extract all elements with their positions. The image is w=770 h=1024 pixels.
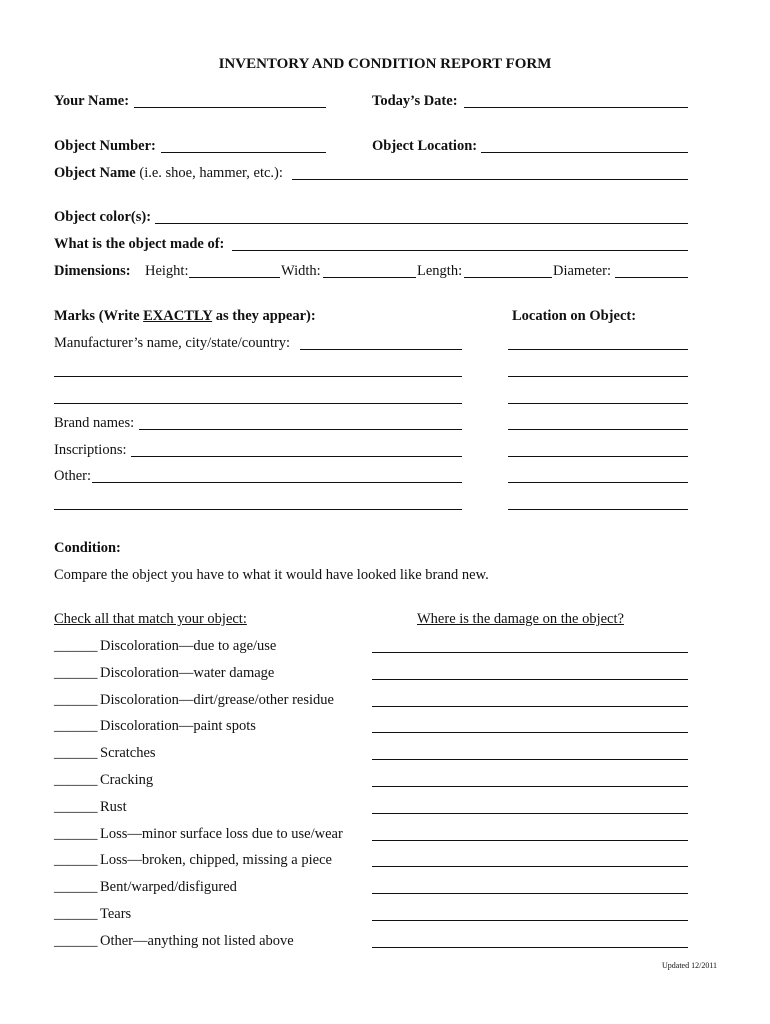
todays-date-label: Today’s Date:	[372, 93, 458, 109]
check-heading: Check all that match your object:	[54, 611, 247, 627]
todays-date-field[interactable]	[464, 107, 688, 108]
damage-location-field[interactable]	[372, 652, 688, 653]
condition-check-blank[interactable]: ______	[54, 718, 98, 734]
your-name-label: Your Name:	[54, 93, 130, 109]
diameter-label: Diameter:	[553, 263, 611, 279]
length-label: Length:	[417, 263, 463, 279]
object-number-field[interactable]	[161, 152, 326, 153]
height-label: Height:	[145, 263, 189, 279]
location-on-object-heading: Location on Object:	[512, 308, 637, 324]
marks-heading-exactly: EXACTLY	[143, 308, 213, 324]
damage-location-field[interactable]	[372, 706, 688, 707]
condition-item-label: Discoloration—paint spots	[100, 718, 256, 734]
manufacturer-field[interactable]	[300, 349, 462, 350]
condition-check-blank[interactable]: ______	[54, 745, 98, 761]
location-field[interactable]	[508, 403, 688, 404]
condition-check-blank[interactable]: ______	[54, 638, 98, 654]
brand-names-field[interactable]	[139, 429, 462, 430]
object-colors-label: Object color(s):	[54, 209, 152, 225]
condition-check-blank[interactable]: ______	[54, 826, 98, 842]
form-title: INVENTORY AND CONDITION REPORT FORM	[218, 56, 552, 72]
object-name-hint: (i.e. shoe, hammer, etc.):	[139, 165, 283, 181]
condition-check-blank[interactable]: ______	[54, 665, 98, 681]
inscriptions-label: Inscriptions:	[54, 442, 127, 458]
other-label: Other:	[54, 468, 92, 484]
condition-check-blank[interactable]: ______	[54, 852, 98, 868]
condition-item-label: Rust	[100, 799, 127, 815]
object-location-field[interactable]	[481, 152, 688, 153]
location-field[interactable]	[508, 429, 688, 430]
damage-location-field[interactable]	[372, 840, 688, 841]
updated-note: Updated 12/2011	[662, 961, 718, 970]
width-label: Width:	[281, 263, 321, 279]
condition-heading: Condition:	[54, 540, 121, 556]
object-colors-field[interactable]	[155, 223, 688, 224]
width-field[interactable]	[323, 277, 416, 278]
marks-field[interactable]	[54, 376, 462, 377]
condition-item-label: Scratches	[100, 745, 156, 761]
condition-check-blank[interactable]: ______	[54, 692, 98, 708]
where-heading: Where is the damage on the object?	[417, 611, 624, 627]
location-field[interactable]	[508, 482, 688, 483]
marks-heading-pre: Marks (Write	[54, 308, 144, 324]
damage-location-field[interactable]	[372, 813, 688, 814]
damage-location-field[interactable]	[372, 759, 688, 760]
marks-field[interactable]	[54, 403, 462, 404]
diameter-field[interactable]	[615, 277, 688, 278]
manufacturer-label: Manufacturer’s name, city/state/country:	[54, 335, 291, 351]
condition-item-label: Loss—broken, chipped, missing a piece	[100, 852, 332, 868]
condition-item-label: Loss—minor surface loss due to use/wear	[100, 826, 343, 842]
inscriptions-field[interactable]	[131, 456, 462, 457]
marks-field[interactable]	[54, 509, 462, 510]
made-of-field[interactable]	[232, 250, 688, 251]
condition-check-blank[interactable]: ______	[54, 879, 98, 895]
dimensions-label: Dimensions:	[54, 263, 131, 279]
damage-location-field[interactable]	[372, 732, 688, 733]
condition-check-blank[interactable]: ______	[54, 772, 98, 788]
damage-location-field[interactable]	[372, 786, 688, 787]
location-field[interactable]	[508, 509, 688, 510]
damage-location-field[interactable]	[372, 679, 688, 680]
object-number-label: Object Number:	[54, 138, 156, 154]
condition-instruction: Compare the object you have to what it would have looked like brand new.	[54, 567, 489, 583]
condition-item-label: Discoloration—due to age/use	[100, 638, 277, 654]
condition-item-label: Cracking	[100, 772, 154, 788]
other-field[interactable]	[92, 482, 462, 483]
location-field[interactable]	[508, 456, 688, 457]
made-of-label: What is the object made of:	[54, 236, 225, 252]
damage-location-field[interactable]	[372, 866, 688, 867]
condition-check-blank[interactable]: ______	[54, 933, 98, 949]
condition-check-blank[interactable]: ______	[54, 799, 98, 815]
damage-location-field[interactable]	[372, 920, 688, 921]
brand-names-label: Brand names:	[54, 415, 135, 431]
condition-item-label: Other—anything not listed above	[100, 933, 294, 949]
condition-check-blank[interactable]: ______	[54, 906, 98, 922]
condition-item-label: Tears	[100, 906, 132, 922]
condition-item-label: Discoloration—water damage	[100, 665, 275, 681]
location-field[interactable]	[508, 376, 688, 377]
marks-heading-post: as they appear):	[212, 308, 316, 324]
damage-location-field[interactable]	[372, 947, 688, 948]
object-name-field[interactable]	[292, 179, 688, 180]
object-name-label	[54, 164, 283, 182]
marks-heading	[54, 307, 316, 325]
object-location-label: Object Location:	[372, 138, 478, 154]
location-field[interactable]	[508, 349, 688, 350]
damage-location-field[interactable]	[372, 893, 688, 894]
condition-item-label: Bent/warped/disfigured	[100, 879, 237, 895]
height-field[interactable]	[189, 277, 280, 278]
object-name-label-bold: Object Name	[54, 165, 136, 181]
your-name-field[interactable]	[134, 107, 326, 108]
length-field[interactable]	[464, 277, 552, 278]
condition-item-label: Discoloration—dirt/grease/other residue	[100, 692, 334, 708]
